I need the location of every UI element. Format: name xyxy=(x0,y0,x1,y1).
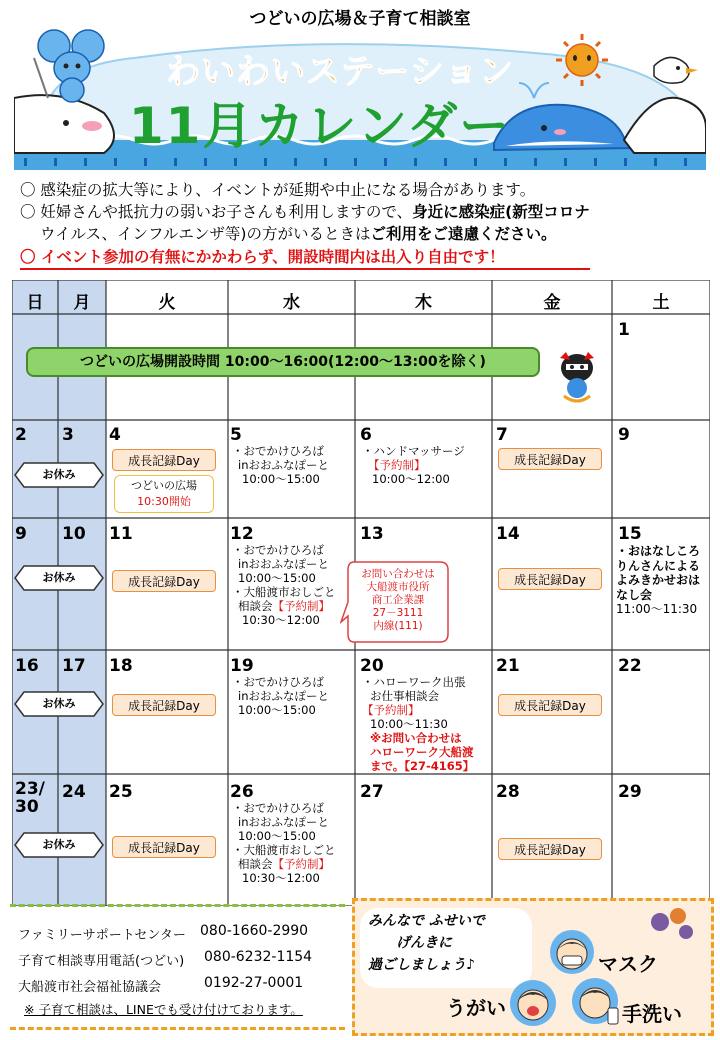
wed-event-time: 10:00〜15:00 xyxy=(242,472,320,486)
growth-day-label: 成長記録Day xyxy=(498,838,602,860)
day-9-sat: 9 xyxy=(618,425,630,445)
notice-line1: 〇 感染症の拡大等により、イベントが延期や中止になる場合があります。 xyxy=(20,181,536,199)
day-29: 29 xyxy=(618,782,642,802)
wed-event2-time: 10:30〜12:00 xyxy=(242,871,320,885)
closed-label: お休み xyxy=(42,468,76,481)
growth-day-label: 成長記録Day xyxy=(112,694,216,716)
wed-event-line2: inおおふなぽーと xyxy=(238,689,329,703)
weekday-mon: 月 xyxy=(73,293,91,313)
wed-event-time: 10:00〜15:00 xyxy=(238,703,316,717)
notice-line3-text: ウイルス、インフルエンザ等)の方がいるときは xyxy=(40,225,371,243)
day-10: 10 xyxy=(62,524,86,544)
weekday-sun: 日 xyxy=(26,293,44,313)
weekday-wed: 水 xyxy=(283,293,300,313)
day-30: 30 xyxy=(15,797,39,817)
weekday-tue: 火 xyxy=(158,293,176,313)
weekday-sat: 土 xyxy=(652,293,670,313)
mask-label: マスク xyxy=(598,952,658,976)
day-14: 14 xyxy=(496,524,520,544)
sat-event-line2: りんさんによる xyxy=(616,558,701,573)
thu-note-line3: まで。【27-4165】 xyxy=(370,759,475,773)
closed-label: お休み xyxy=(42,838,76,851)
slogan-text xyxy=(368,910,485,976)
day-13: 13 xyxy=(360,524,384,544)
line-note: ※ 子育て相談は、LINEでも受け付けております。 xyxy=(24,1002,303,1017)
contact1-phone: 080-1660-2990 xyxy=(200,923,309,939)
day-24: 24 xyxy=(62,782,86,802)
day-16: 16 xyxy=(15,656,39,676)
day-27: 27 xyxy=(360,782,384,802)
contact-bubble-text xyxy=(350,568,446,633)
wed-reserve: 【予約制】 xyxy=(272,857,330,871)
thu-reserve: 【予約制】 xyxy=(368,458,426,472)
tue-note-box xyxy=(114,475,214,513)
contact-line4: 27－3111 xyxy=(372,607,424,619)
contact3-name: 大船渡市社会福祉協議会 xyxy=(18,980,162,995)
day-22: 22 xyxy=(618,656,642,676)
gargle-child-icon xyxy=(508,978,558,1028)
thu-note-line2: ハローワーク大船渡 xyxy=(370,745,474,759)
day-9: 9 xyxy=(15,524,27,544)
day-7: 7 xyxy=(496,425,508,445)
mascot-icon xyxy=(552,348,602,406)
banner-title-line2: 11月カレンダー xyxy=(128,97,512,155)
notice-line2-emphasis: 身近に感染症(新型コロナ xyxy=(412,203,590,221)
thu-event xyxy=(362,444,465,486)
sat-event-line4: なし会 xyxy=(616,587,653,602)
virus-icon xyxy=(642,904,702,944)
growth-day-label: 成長記録Day xyxy=(112,836,216,858)
day-11: 11 xyxy=(109,524,133,544)
day-15: 15 xyxy=(618,524,642,544)
weekday-thu: 木 xyxy=(415,293,432,313)
thu-reserve: 【予約制】 xyxy=(362,703,420,717)
contact3-phone: 0192-27-0001 xyxy=(204,975,304,991)
contact-line1: お問い合わせは xyxy=(361,568,435,580)
slogan-line1: みんなで ふせいで xyxy=(368,913,485,929)
growth-day-label: 成長記録Day xyxy=(498,568,602,590)
growth-day-label: 成長記録Day xyxy=(112,449,216,471)
notice-line2 xyxy=(20,202,590,223)
day-25: 25 xyxy=(109,782,133,802)
mask-child-icon xyxy=(548,928,596,976)
thu-event xyxy=(362,675,474,773)
sat-event-time: 11:00〜11:30 xyxy=(616,602,698,616)
closed-label: お休み xyxy=(42,571,76,584)
wed-event xyxy=(232,675,329,717)
tue-note-line1: つどいの広場 xyxy=(131,479,197,492)
growth-day-label: 成長記録Day xyxy=(498,448,602,470)
day-1: 1 xyxy=(618,320,630,340)
wed-event-line1: ・おでかけひろば xyxy=(232,543,324,557)
day-5: 5 xyxy=(230,425,242,445)
day-17: 17 xyxy=(62,656,86,676)
slogan-line3: 過ごしましょう♪ xyxy=(368,957,475,973)
sat-event-line1: ・おはなしころ xyxy=(616,544,701,558)
wed-event-time: 10:00〜15:00 xyxy=(238,571,316,585)
notice-line3 xyxy=(40,224,556,245)
wed-events xyxy=(232,801,336,885)
day-23: 23/ xyxy=(15,779,45,799)
thu-event-time: 10:00〜12:00 xyxy=(372,472,450,486)
wed-event2-line2 xyxy=(232,599,336,613)
notice-line2-text: 〇 妊婦さんや抵抗力の弱いお子さんも利用しますので、 xyxy=(20,203,413,221)
bird-icon xyxy=(654,57,698,83)
banner-title-line1: わいわいステーション xyxy=(166,52,514,92)
day-2: 2 xyxy=(15,425,27,445)
day-26: 26 xyxy=(230,782,254,802)
thu-event-line1: ・ハンドマッサージ xyxy=(362,444,465,458)
wed-event-time: 10:00〜15:00 xyxy=(238,829,316,843)
thu-event-line1: ・ハローワーク出張 xyxy=(362,675,466,689)
day-4: 4 xyxy=(109,425,121,445)
weekday-fri: 金 xyxy=(543,293,561,313)
handwash-label: 手洗い xyxy=(622,1002,682,1026)
wed-event2-line1: ・大船渡市おしごと xyxy=(232,843,336,857)
day-21: 21 xyxy=(496,656,520,676)
notice-underline xyxy=(20,268,590,270)
handwash-child-icon xyxy=(570,976,620,1028)
health-panel xyxy=(352,898,714,1036)
wed-reserve: 【予約制】 xyxy=(272,599,330,613)
sat-event xyxy=(616,544,700,617)
wed-event2-line2 xyxy=(232,857,336,871)
day-23-30 xyxy=(15,780,45,816)
notice-line4: 〇 イベント参加の有無にかかわらず、開設時間内は出入り自由です！ xyxy=(20,248,505,266)
slogan-line2: げんきに xyxy=(396,935,452,951)
day-19: 19 xyxy=(230,656,254,676)
sat-event-line3: よみきかせおは xyxy=(616,573,701,587)
thu-event-line2: お仕事相談会 xyxy=(370,689,439,703)
footer-bottom-border xyxy=(10,1027,345,1030)
wed-event2-line1: ・大船渡市おしごと xyxy=(232,585,336,599)
wed-event-line1: ・おでかけひろば xyxy=(232,444,324,458)
wed-events xyxy=(232,543,336,627)
growth-day-label: 成長記録Day xyxy=(112,570,216,592)
day-28: 28 xyxy=(496,782,520,802)
footer-top-border xyxy=(10,904,345,907)
notice-line3-emphasis: ご利用をご遠慮ください。 xyxy=(370,225,557,243)
footer-contacts xyxy=(10,904,345,1034)
wed-event xyxy=(232,444,329,486)
day-6: 6 xyxy=(360,425,372,445)
top-title: つどいの広場＆子育て相談室 xyxy=(249,9,471,29)
tue-note-line2: 10:30開始 xyxy=(137,495,191,508)
contact-line5: 内線(111) xyxy=(373,620,423,632)
thu-note-line1: ※お問い合わせは xyxy=(370,731,462,745)
wed-event-line2: inおおふなぽーと xyxy=(238,458,329,472)
wed-event-line2: inおおふなぽーと xyxy=(238,815,329,829)
wed-event2-time: 10:30〜12:00 xyxy=(242,613,320,627)
wed-event2-label: 相談会 xyxy=(238,599,273,613)
thu-event-time: 10:00〜11:30 xyxy=(370,717,448,731)
wed-event-line1: ・おでかけひろば xyxy=(232,675,324,689)
day-20: 20 xyxy=(360,656,384,676)
contact-line3: 商工企業課 xyxy=(371,594,425,606)
growth-day-label: 成長記録Day xyxy=(498,694,602,716)
day-3: 3 xyxy=(62,425,74,445)
wed-event2-label: 相談会 xyxy=(238,857,273,871)
wed-event-line1: ・おでかけひろば xyxy=(232,801,324,815)
wed-event-line2: inおおふなぽーと xyxy=(238,557,329,571)
contact2-name: 子育て相談専用電話(つどい) xyxy=(18,954,185,969)
day-18: 18 xyxy=(109,656,133,676)
open-hours-banner: つどいの広場開設時間 10:00〜16:00(12:00〜13:00を除く) xyxy=(26,347,540,377)
day-12: 12 xyxy=(230,524,254,544)
contact-line2: 大船渡市役所 xyxy=(366,581,430,593)
closed-label: お休み xyxy=(42,697,76,710)
gargle-label: うがい xyxy=(446,996,506,1020)
contact2-phone: 080-6232-1154 xyxy=(204,949,313,965)
contact1-name: ファミリーサポートセンター xyxy=(18,928,186,943)
